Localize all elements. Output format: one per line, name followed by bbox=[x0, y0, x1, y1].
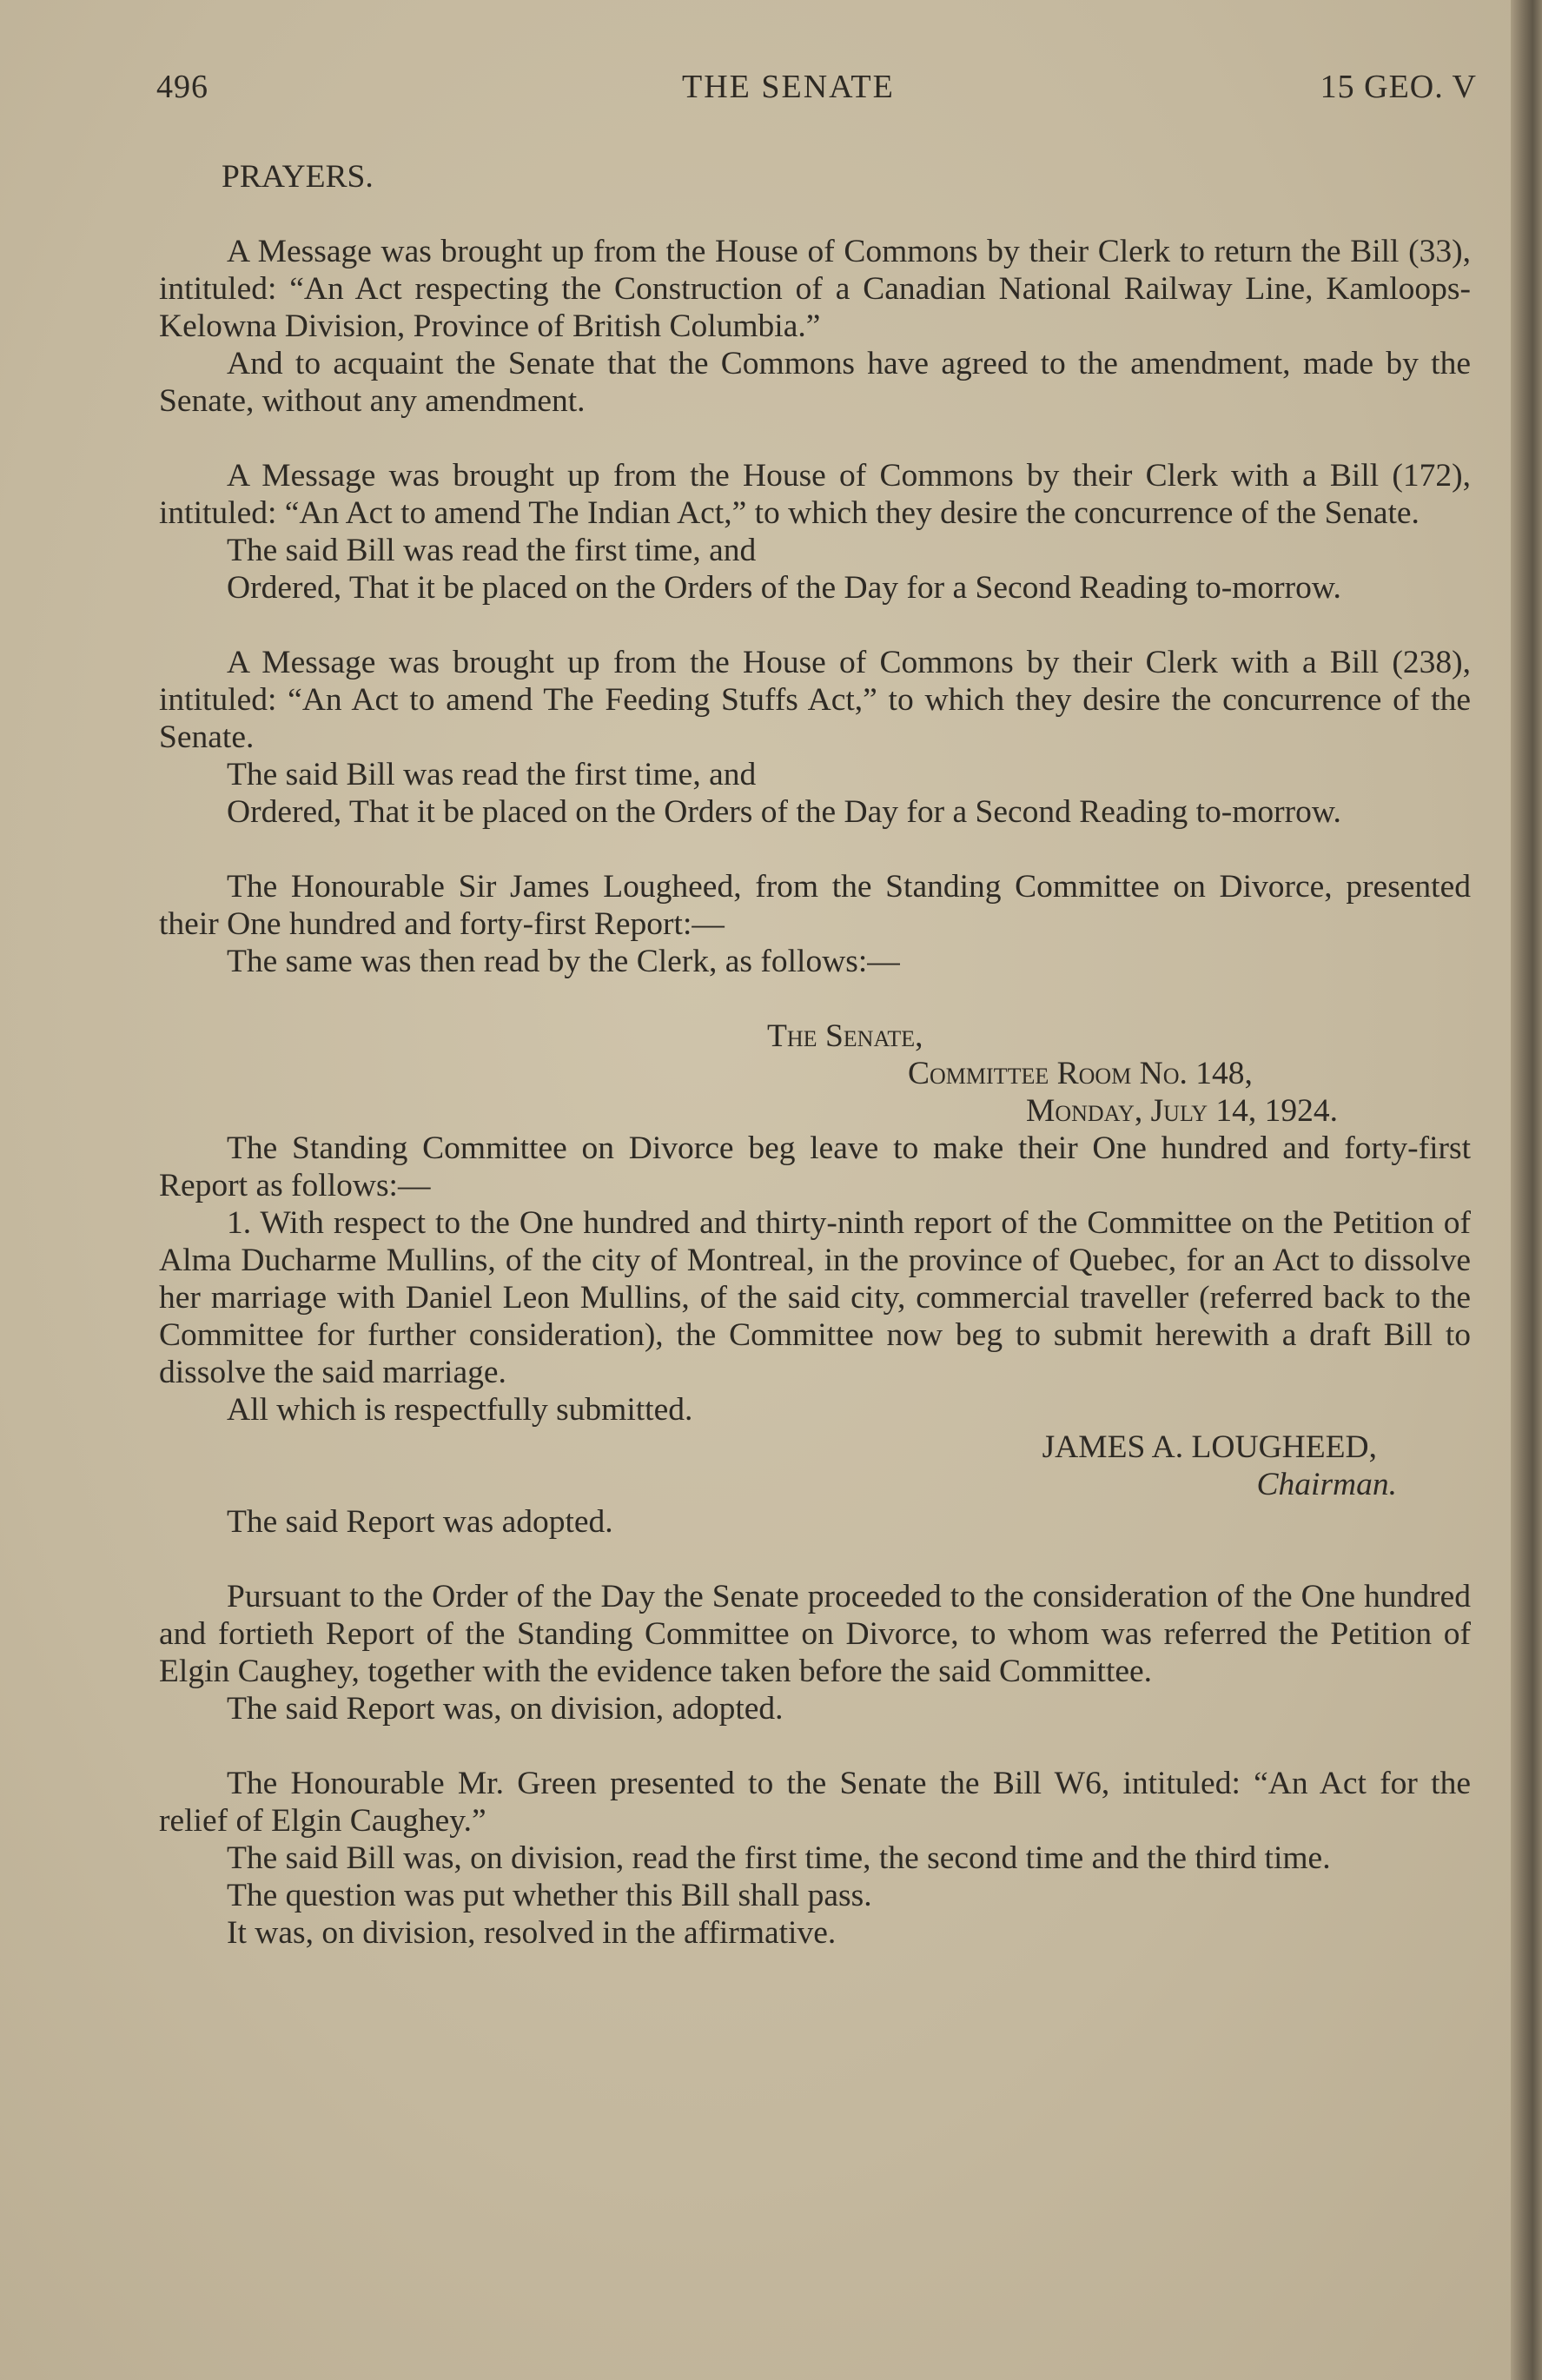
signature-name: JAMES A. LOUGHEED, bbox=[1042, 1429, 1377, 1465]
paragraph: And to acquaint the Senate that the Commons have agreed to the amendment, made by the Senate, without any amendment. bbox=[159, 346, 1471, 419]
order-of-day-report bbox=[159, 1578, 1471, 1727]
paragraph: Ordered, That it be placed on the Orders of the Day for a Second Reading to-morrow. bbox=[227, 570, 1341, 606]
paragraph: Ordered, That it be placed on the Orders of the Day for a Second Reading to-morrow. bbox=[227, 794, 1341, 830]
paragraph: All which is respectfully submitted. bbox=[227, 1392, 693, 1428]
paragraph: A Message was brought up from the House of Commons by their Clerk with a Bill (238), intituled: “An Act to amend The Feeding Stuffs Act,” to which they desire the concurrence of the Senate. bbox=[159, 645, 1471, 755]
message-bill-33 bbox=[159, 233, 1471, 420]
paragraph: The question was put whether this Bill shall pass. bbox=[227, 1878, 872, 1913]
signature-title: Chairman. bbox=[1256, 1467, 1397, 1502]
paragraph: Pursuant to the Order of the Day the Senate proceeded to the consideration of the One hundred and fortieth Report of the Standing Committee on Divorce, to whom was referred the Petition of Elgin Caughey, together with the evidence taken before the said Committee. bbox=[159, 1579, 1471, 1689]
page-number: 496 bbox=[156, 69, 208, 105]
paragraph: The Honourable Sir James Lougheed, from the Standing Committee on Divorce, presented their One hundred and forty-first Report:— bbox=[159, 869, 1471, 942]
paragraph: A Message was brought up from the House of Commons by their Clerk with a Bill (172), intituled: “An Act to amend The Indian Act,” to which they desire the concurrence of the Senate. bbox=[159, 458, 1471, 531]
divorce-committee-report bbox=[159, 868, 1471, 1541]
dateline-room: Committee Room No. 148, bbox=[908, 1056, 1253, 1091]
paragraph: The same was then read by the Clerk, as follows:— bbox=[227, 944, 900, 979]
paragraph: The said Report was, on division, adopted. bbox=[227, 1691, 784, 1727]
paragraph: The said Report was adopted. bbox=[227, 1504, 613, 1540]
prayers-heading: PRAYERS. bbox=[222, 159, 374, 195]
journal-body bbox=[159, 158, 1471, 1952]
paragraph: The Honourable Mr. Green presented to the Senate the Bill W6, intituled: “An Act for the relief of Elgin Caughey.” bbox=[159, 1766, 1471, 1839]
paragraph: The said Bill was, on division, read the first time, the second time and the third time. bbox=[227, 1840, 1331, 1876]
bill-w6 bbox=[159, 1765, 1471, 1952]
running-header bbox=[156, 68, 1477, 111]
page-edge bbox=[1511, 0, 1542, 2380]
header-title: THE SENATE bbox=[682, 69, 895, 105]
paragraph: It was, on division, resolved in the affirmative. bbox=[227, 1915, 837, 1951]
regnal-year: 15 GEO. V bbox=[1320, 69, 1477, 105]
paragraph: The said Bill was read the first time, and bbox=[227, 533, 757, 568]
paragraph: The Standing Committee on Divorce beg leave to make their One hundred and forty-first Report as follows:— bbox=[159, 1130, 1471, 1203]
message-bill-172 bbox=[159, 457, 1471, 607]
paragraph: A Message was brought up from the House of Commons by their Clerk to return the Bill (33), intituled: “An Act respecting the Construction of a Canadian National Railway Line, Kamloops-Kelowna Division, Province of British Columbia.” bbox=[159, 234, 1471, 344]
dateline-senate: The Senate, bbox=[767, 1018, 923, 1054]
paragraph: 1. With respect to the One hundred and thirty-ninth report of the Committee on the Petition of Alma Ducharme Mullins, of the city of Montreal, in the province of Quebec, for an Act to dissolve her marriage with Daniel Leon Mullins, of the said city, commercial traveller (referred back to the Committee for further consideration), the Committee now beg to submit herewith a draft Bill to dissolve the said marriage. bbox=[159, 1205, 1471, 1390]
message-bill-238 bbox=[159, 644, 1471, 831]
paragraph: The said Bill was read the first time, and bbox=[227, 757, 757, 792]
dateline-date: Monday, July 14, 1924. bbox=[1026, 1093, 1339, 1129]
